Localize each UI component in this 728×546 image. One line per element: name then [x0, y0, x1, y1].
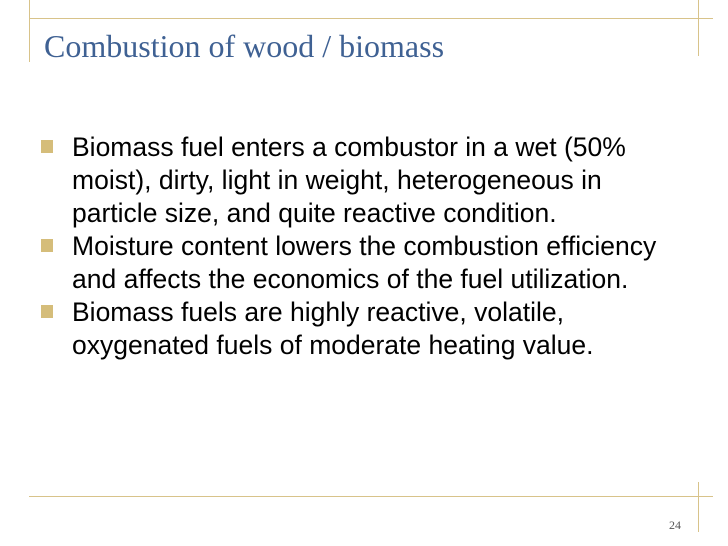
page-number: 24	[669, 518, 681, 532]
bullet-item	[40, 131, 690, 230]
square-bullet-icon	[41, 140, 53, 153]
frame-line-bottom	[29, 496, 713, 497]
bullet-item	[40, 296, 690, 362]
bullet-item	[40, 230, 690, 296]
bullet-text: Moisture content lowers the combustion efficiency and affects the economics of the fuel utilization.	[72, 231, 657, 294]
frame-line-top	[29, 18, 713, 19]
square-bullet-icon	[41, 239, 53, 252]
frame-line-right	[698, 0, 699, 56]
slide-title: Combustion of wood / biomass	[44, 28, 445, 64]
frame-line-left	[29, 0, 30, 62]
square-bullet-icon	[41, 305, 53, 318]
bullet-text: Biomass fuel enters a combustor in a wet (50% moist), dirty, light in weight, heterogeneous in particle size, and quite reactive condition.	[72, 132, 626, 228]
bullet-list	[40, 131, 690, 362]
bullet-text: Biomass fuels are highly reactive, volatile, oxygenated fuels of moderate heating value.	[72, 297, 594, 360]
frame-line-bottom-right	[698, 482, 699, 532]
